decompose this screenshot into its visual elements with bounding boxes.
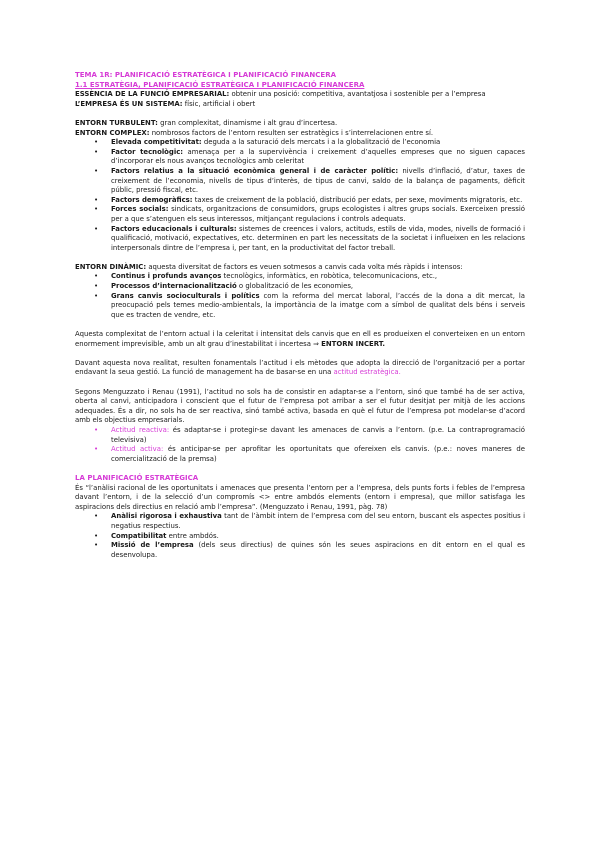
list-item: • Anàlisi rigorosa i exhaustiva tant de l’àmbit intern de l’empresa com del seu entorn, buscant els aspectes positius i negatius respectius. bbox=[111, 512, 525, 531]
dinamic-text: aquesta diversitat de factors es veuen sotmesos a canvis cada volta més ràpids i intensos: bbox=[146, 262, 463, 271]
list-item: • Elevada competitivitat: deguda a la saturació dels mercats i a la globalització de l’economia bbox=[111, 138, 525, 148]
list-item: • Factor tecnològic: amenaça per a la supervivència i creixement d’aquelles empreses que no siguen capaces d’incorporar els nous avanços tecnològics amb celeritat bbox=[111, 148, 525, 167]
dinamic-paragraph bbox=[75, 263, 525, 273]
list-item: • Compatibilitat entre ambdós. bbox=[111, 532, 525, 542]
complex-label: ENTORN COMPLEX: bbox=[75, 128, 150, 137]
essencia-paragraph bbox=[75, 90, 525, 100]
list-item: • Forces socials: sindicats, organitzacions de consumidors, grups ecologistes i altres grups socials. Exerceixen pressió per a que s’atenguen els seus interessos, mitjançant regulacions i controls adequats. bbox=[111, 205, 525, 224]
sistema-label: L’EMPRESA ÉS UN SISTEMA: bbox=[75, 99, 183, 108]
actitud-list bbox=[75, 426, 525, 464]
list-item: • Actitud activa: és anticipar-se per aprofitar les oportunitats que ofereixen els canvis. (p.e.: noves maneres de comercialització de la premsa) bbox=[111, 445, 525, 464]
sistema-paragraph bbox=[75, 100, 525, 110]
sistema-text: físic, artificial i obert bbox=[182, 99, 256, 108]
list-item: • Actitud reactiva: és adaptar-se i protegir-se davant les amenaces de canvis a l’entorn. (p.e. La contraprogramació televisiva) bbox=[111, 426, 525, 445]
incert-text: Aquesta complexitat de l’entorn actual i la celeritat i intensitat dels canvis que en ell es produeixen el converteixen en un entorn enormement imprevisible, amb un alt grau d’inestabilitat i incertesa ⇒ bbox=[75, 330, 525, 348]
turbulent-label: ENTORN TURBULENT: bbox=[75, 118, 158, 127]
complex-list bbox=[75, 138, 525, 253]
menguzzato-paragraph: Segons Menguzzato i Renau (1991), l’actitud no sols ha de consistir en adaptar-se a l’entorn, sinó que també ha de ser activa, oberta al canvi, anticipadora i conscient que el futur de l’empresa pot arribar a ser el futur desitjat per mitjà de les accions adequades. És a dir, no sols ha de ser reactiva, sinó també activa, basada en què el futur de l’empresa pot modelar-se d’acord amb els objectius empresarials. bbox=[75, 387, 525, 425]
list-item: • Factors relatius a la situació econòmica general i de caràcter polític: nivells d’inflació, d’atur, taxes de creixement de l’economia, nivells de tipus d’interès, de tipus de canvi, saldo de la balança de pagaments, dèficit públic, pressió fiscal, etc. bbox=[111, 167, 525, 196]
list-item: • Factors educacionals i culturals: sistemes de creences i valors, actituds, estils de vida, modes, nivells de formació i qualificació, motivació, expectatives, etc. determinen en part les necessitats de la societat i influeixen en les relacions interpersonals dintre de l’empresa i, per tant, en la productivitat del factor treball. bbox=[111, 225, 525, 254]
actitud-estrategica-highlight: actitud estratègica. bbox=[333, 368, 401, 377]
document-title: TEMA 1R: PLANIFICACIÓ ESTRATÈGICA I PLANIFICACIÓ FINANCERA bbox=[75, 71, 337, 79]
list-item: • Missió de l’empresa (dels seus directius) de quines són les seues aspiracions en dit entorn en el qual es desenvolupa. bbox=[111, 541, 525, 560]
turbulent-paragraph bbox=[75, 119, 525, 129]
planificacio-heading: LA PLANIFICACIÓ ESTRATÈGICA bbox=[75, 473, 199, 482]
section-heading: 1.1 ESTRATÈGIA, PLANIFICACIÓ ESTRATÈGICA I PLANIFICACIÓ FINANCERA bbox=[75, 80, 365, 89]
essencia-text: obtenir una posició: competitiva, avantatjosa i sostenible per a l’empresa bbox=[229, 90, 486, 99]
list-item: • Grans canvis socioculturals i polítics com la reforma del mercat laboral, l’accés de la dona a dit mercat, la preocupació pels temes medio-ambientals, la importància de la imatge com a símbol de qualitat dels béns i serveis que es tracten de vendre, etc. bbox=[111, 292, 525, 321]
incert-label: ENTORN INCERT. bbox=[321, 339, 386, 348]
realitat-paragraph bbox=[75, 359, 525, 378]
list-item: • Factors demogràfics: taxes de creixement de la població, distribució per edats, per sexe, moviments migratoris, etc. bbox=[111, 196, 525, 206]
planificacio-list bbox=[75, 512, 525, 560]
incert-paragraph bbox=[75, 330, 525, 349]
complex-paragraph bbox=[75, 129, 525, 139]
list-item: • Processos d’internacionalització o globalització de les economies, bbox=[111, 282, 525, 292]
essencia-label: ESSÈNCIA DE LA FUNCIÓ EMPRESARIAL: bbox=[75, 90, 230, 99]
complex-text: nombrosos factors de l’entorn resulten ser estratègics i s’interrelacionen entre sí. bbox=[149, 128, 434, 137]
realitat-text: Davant aquesta nova realitat, resulten fonamentals l’actitud i els mètodes que adopta la direcció de l’organització per a portar endavant la seua gestió. La funció de management ha de basar-se en una bbox=[75, 358, 525, 377]
turbulent-text: gran complexitat, dinamisme i alt grau d’incertesa. bbox=[157, 118, 338, 127]
dinamic-list bbox=[75, 272, 525, 320]
list-item: • Continus i profunds avanços tecnològics, informàtics, en robòtica, telecomunicacions, etc., bbox=[111, 272, 525, 282]
dinamic-label: ENTORN DINÀMIC: bbox=[75, 262, 147, 271]
planificacio-paragraph: És “l’anàlisi racional de les oportunitats i amenaces que presenta l’entorn per a l’empresa, dels punts forts i febles de l’empresa davant l’entorn, i de la selecció d’un compromís <> entre ambdós elements (entorn i empresa), que millor satisfaga les aspiracions dels directius en relació amb l’empresa”. (Menguzzato i Renau, 1991, pàg. 78) bbox=[75, 483, 525, 511]
